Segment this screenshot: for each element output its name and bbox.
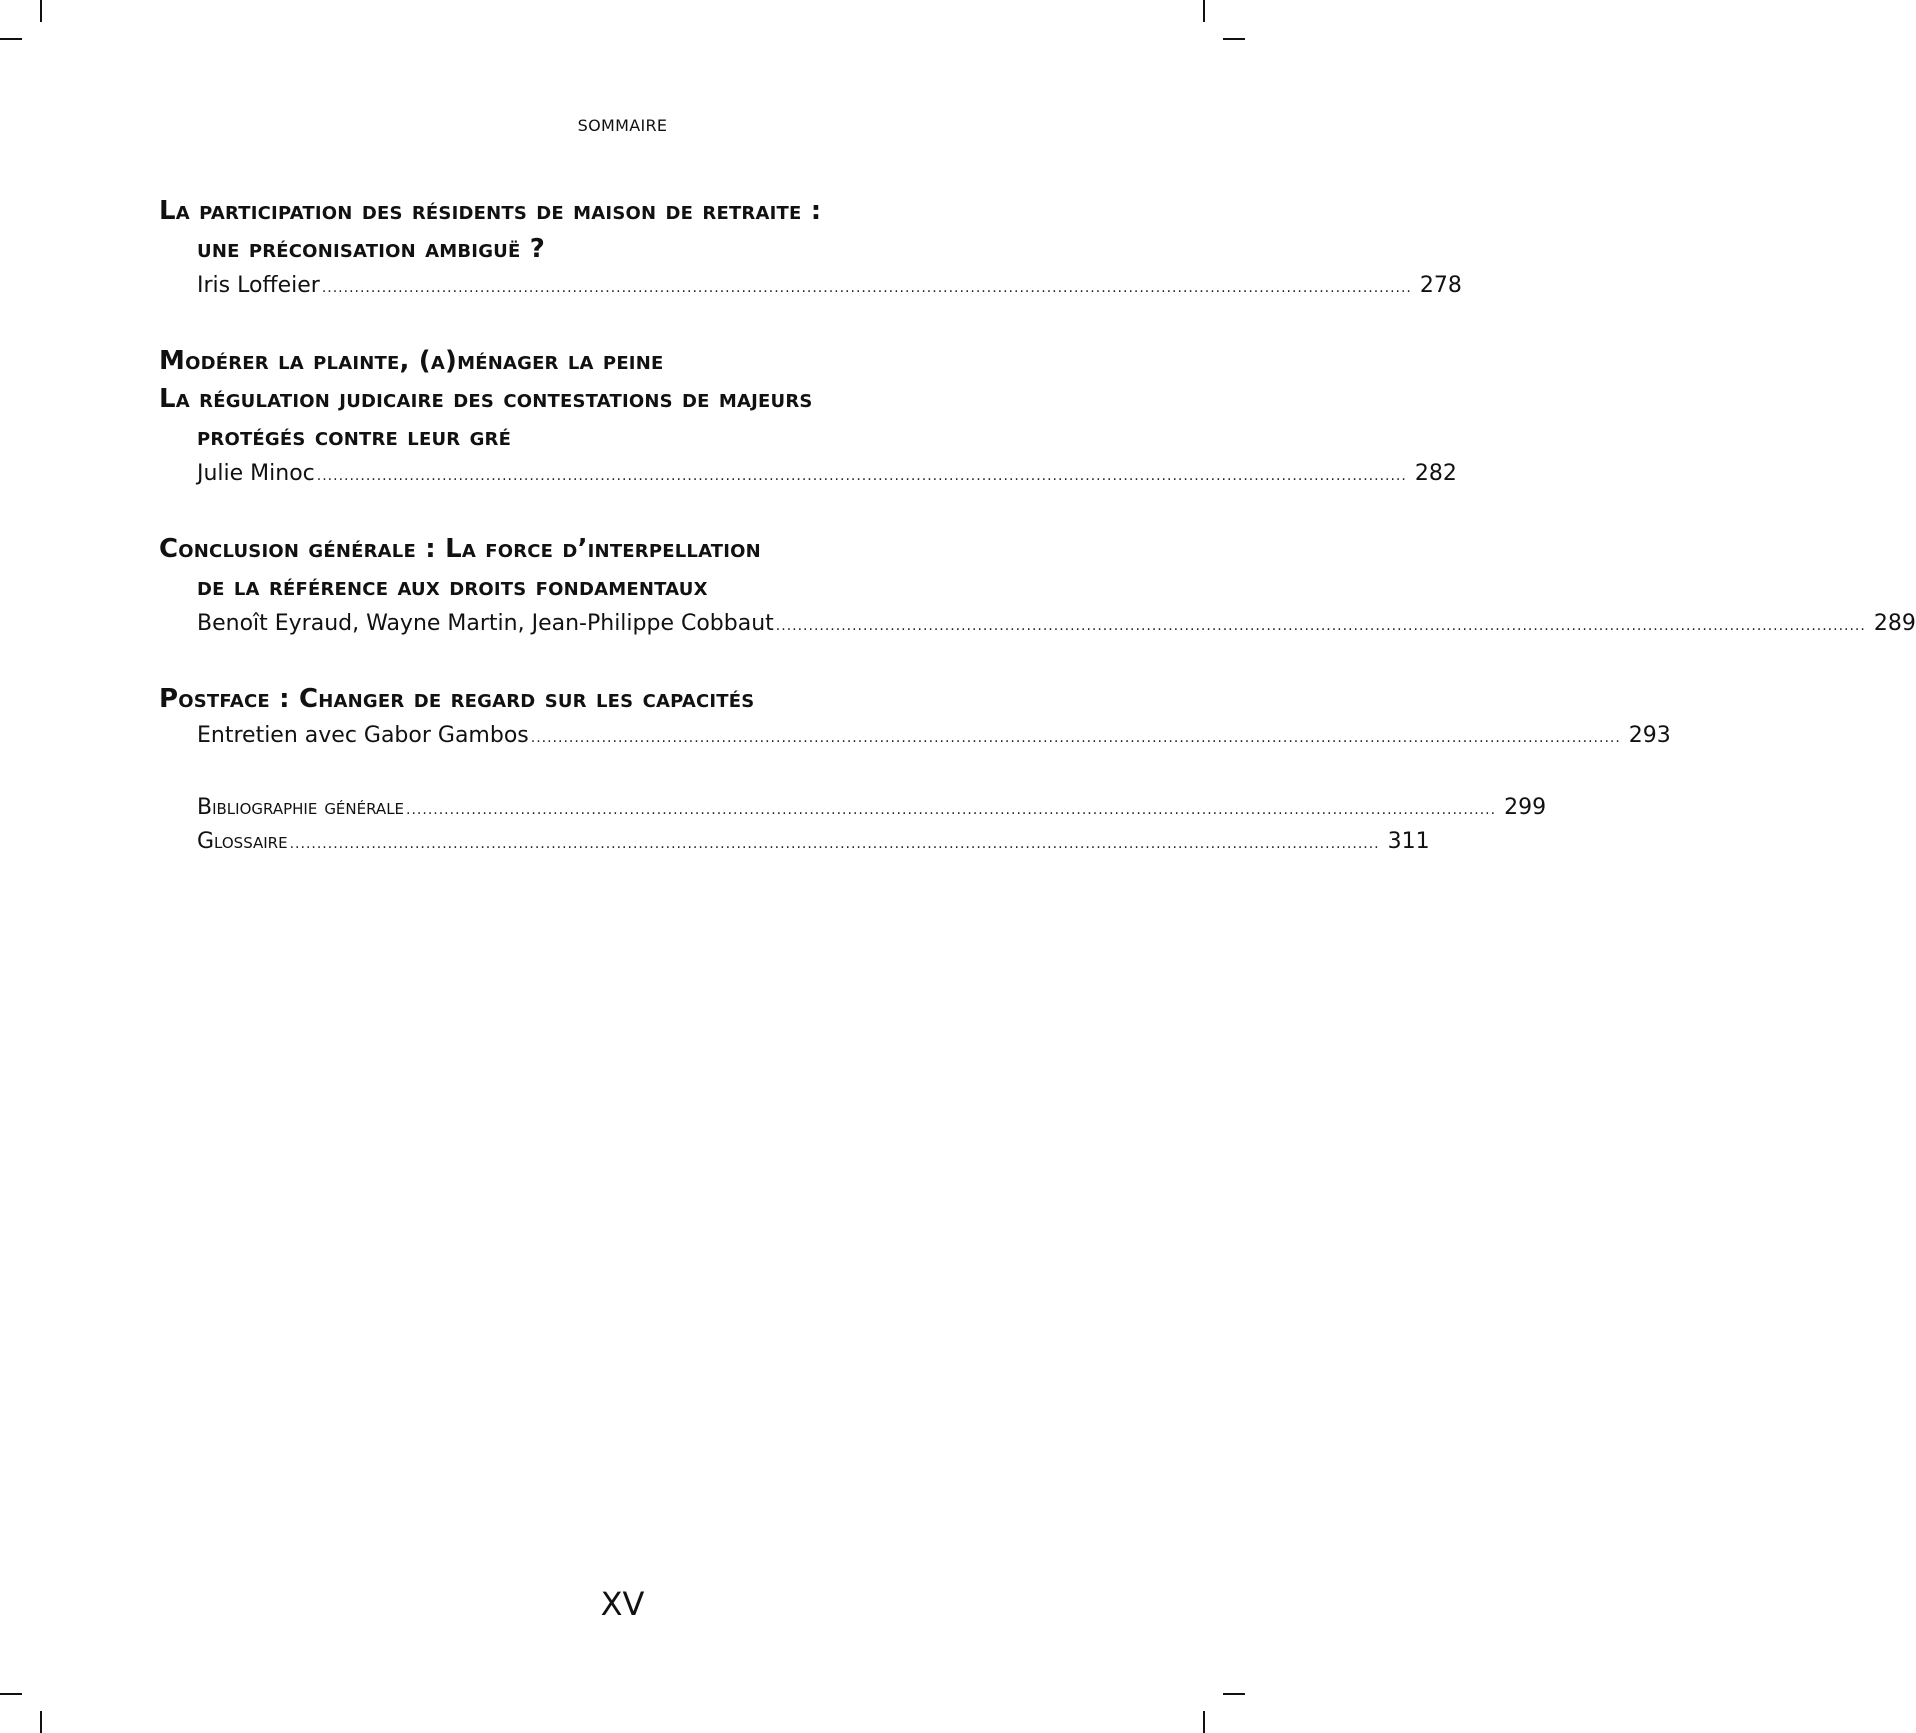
dot-leader: ........................................................................................................................................................................................................ xyxy=(321,280,1412,296)
dot-leader: ........................................................................................................................................................................................................ xyxy=(406,802,1497,818)
entry-page-number: 289 xyxy=(1873,611,1916,636)
crop-mark-top-right xyxy=(1203,0,1205,22)
running-head: SOMMAIRE xyxy=(577,116,668,135)
entry-title-line: La participation des résidents de maison de retraite : xyxy=(159,196,822,226)
appendix-row-bibliography[interactable] xyxy=(159,792,1547,826)
entry-page-number: 278 xyxy=(1419,273,1462,298)
entry-title-line: Conclusion générale : La force d’interpellation xyxy=(159,534,761,564)
dot-leader: ........................................................................................................................................................................................................ xyxy=(530,730,1621,746)
crop-mark-top-left-h xyxy=(0,38,22,40)
toc-entry xyxy=(159,530,1916,644)
entry-author-row[interactable] xyxy=(159,606,1916,644)
entry-page-number: 293 xyxy=(1628,723,1671,748)
toc-entry xyxy=(159,342,1457,494)
table-of-contents xyxy=(159,192,1916,860)
entry-title-line: Modérer la plainte, (a)ménager la peine xyxy=(159,346,664,376)
crop-mark-bottom-left-h xyxy=(0,1693,22,1695)
toc-entry xyxy=(159,680,1671,756)
entry-author: Entretien avec Gabor Gambos xyxy=(197,723,529,748)
toc-entry xyxy=(159,192,1462,306)
dot-leader: ........................................................................................................................................................................................................ xyxy=(316,468,1407,484)
crop-mark-bottom-right-h xyxy=(1223,1693,1245,1695)
entry-title-line: une préconisation ambiguë ? xyxy=(197,234,546,264)
entry-title-line: La régulation judicaire des contestations de majeurs xyxy=(159,384,813,414)
entry-author: Julie Minoc xyxy=(197,461,315,486)
crop-mark-bottom-left xyxy=(40,1711,42,1733)
entry-author-row[interactable] xyxy=(159,456,1457,494)
entry-title-line: de la référence aux droits fondamentaux xyxy=(197,572,708,602)
appendix-list xyxy=(159,792,1547,860)
crop-mark-top-right-h xyxy=(1223,38,1245,40)
crop-mark-top-left xyxy=(40,0,42,22)
appendix-row-glossary[interactable] xyxy=(159,826,1430,860)
dot-leader: ........................................................................................................................................................................................................ xyxy=(775,618,1866,634)
entry-author-row[interactable] xyxy=(159,718,1671,756)
entry-author: Benoît Eyraud, Wayne Martin, Jean-Philippe Cobbaut xyxy=(197,611,774,636)
page-folio: XV xyxy=(600,1585,645,1623)
appendix-page-number: 299 xyxy=(1504,795,1547,820)
entry-page-number: 282 xyxy=(1414,461,1457,486)
dot-leader: ........................................................................................................................................................................................................ xyxy=(289,836,1380,852)
entry-author-row[interactable] xyxy=(159,268,1462,306)
crop-mark-bottom-right xyxy=(1203,1711,1205,1733)
appendix-label: Glossaire xyxy=(197,829,288,854)
entry-title-line: Postface : Changer de regard sur les capacités xyxy=(159,684,755,714)
entry-title-line: protégés contre leur gré xyxy=(197,422,512,452)
appendix-label: Bibliographie générale xyxy=(197,795,405,820)
appendix-page-number: 311 xyxy=(1387,829,1430,854)
entry-author: Iris Loffeier xyxy=(197,273,320,298)
